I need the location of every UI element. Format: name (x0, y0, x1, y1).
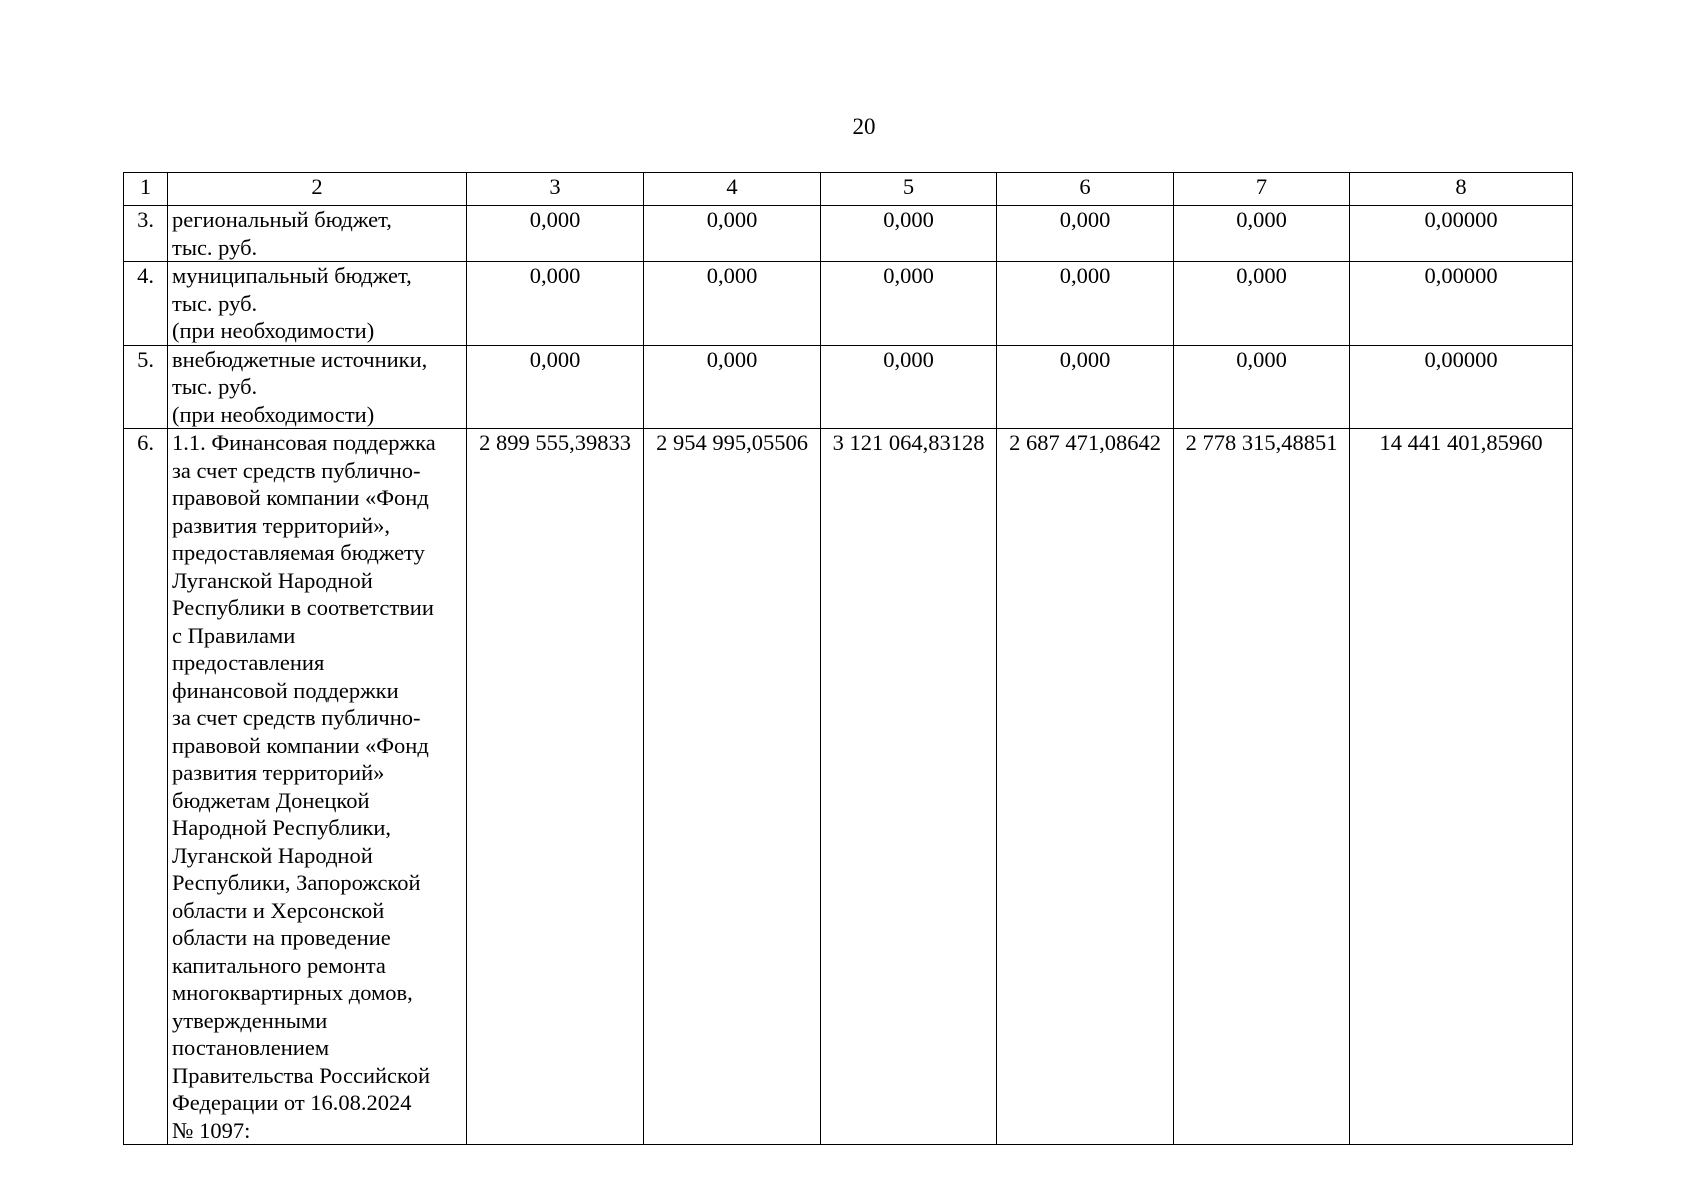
description-line: Федерации от 16.08.2024 (172, 1090, 412, 1115)
table-body (124, 173, 1573, 1145)
value-cell: 0,000 (467, 345, 644, 429)
value-cell: 3 121 064,83128 (821, 429, 997, 1145)
value-cell: 0,00000 (1350, 206, 1573, 262)
header-cell: 8 (1350, 173, 1573, 206)
value-cell: 14 441 401,85960 (1350, 429, 1573, 1145)
row-number-cell: 6. (124, 429, 168, 1145)
description-line: (при необходимости) (172, 401, 375, 427)
header-cell: 1 (124, 173, 168, 206)
row-description-cell (168, 345, 467, 429)
value-cell: 2 687 471,08642 (997, 429, 1174, 1145)
description-line: развития территорий» (172, 760, 385, 785)
description-line: тыс. руб. (172, 290, 258, 316)
value-cell: 0,000 (644, 262, 821, 346)
header-cell: 7 (1174, 173, 1350, 206)
description-line: Республики, Запорожской (172, 870, 421, 895)
description-line: области и Херсонской (172, 897, 385, 923)
value-cell: 0,000 (1174, 206, 1350, 262)
description-line: области на проведение (172, 925, 391, 950)
description-line: Правительства Российской (172, 1062, 431, 1088)
value-cell: 2 954 995,05506 (644, 429, 821, 1145)
value-cell: 2 899 555,39833 (467, 429, 644, 1145)
description-line: с Правилами (172, 622, 296, 648)
value-cell: 0,000 (997, 345, 1174, 429)
description-line: муниципальный бюджет, (172, 263, 412, 288)
description-line: Луганской Народной (172, 842, 373, 868)
value-cell: 0,000 (1174, 345, 1350, 429)
description-line: многоквартирных домов, (172, 980, 413, 1005)
row-number-cell: 3. (124, 206, 168, 262)
value-cell: 0,000 (821, 262, 997, 346)
description-line: финансовой поддержки (172, 677, 399, 703)
description-line: за счет средств публично- (172, 705, 421, 730)
budget-table (123, 172, 1573, 1145)
description-line: № 1097: (172, 1117, 251, 1143)
value-cell: 0,000 (997, 206, 1174, 262)
description-line: 1.1. Финансовая поддержка (172, 430, 436, 455)
row-description-cell (168, 206, 467, 262)
description-line: региональный бюджет, (172, 207, 392, 232)
table-row (124, 262, 1573, 346)
description-line: тыс. руб. (172, 234, 258, 260)
description-line: (при необходимости) (172, 318, 375, 343)
description-line: постановлением (172, 1035, 330, 1060)
description-line: предоставляемая бюджету (172, 540, 425, 565)
description-line: утвержденными (172, 1007, 328, 1033)
value-cell: 0,000 (1174, 262, 1350, 346)
value-cell: 0,000 (467, 206, 644, 262)
description-line: капитального ремонта (172, 952, 386, 978)
value-cell: 0,000 (821, 206, 997, 262)
value-cell: 0,000 (821, 345, 997, 429)
header-cell: 6 (997, 173, 1174, 206)
description-line: предоставления (172, 650, 325, 675)
row-number-cell: 4. (124, 262, 168, 346)
value-cell: 2 778 315,48851 (1174, 429, 1350, 1145)
value-cell: 0,00000 (1350, 262, 1573, 346)
table-header-row (124, 173, 1573, 206)
header-cell: 4 (644, 173, 821, 206)
value-cell: 0,000 (467, 262, 644, 346)
value-cell: 0,000 (644, 206, 821, 262)
description-line: правовой компании «Фонд (172, 732, 429, 758)
description-line: тыс. руб. (172, 374, 258, 399)
description-line: за счет средств публично- (172, 457, 421, 483)
row-description-cell (168, 262, 467, 346)
header-cell: 2 (168, 173, 467, 206)
table-row (124, 429, 1573, 1145)
value-cell: 0,000 (997, 262, 1174, 346)
value-cell: 0,000 (644, 345, 821, 429)
table-row (124, 345, 1573, 429)
table-row (124, 206, 1573, 262)
row-description-cell (168, 429, 467, 1145)
description-line: бюджетам Донецкой (172, 787, 370, 813)
description-line: Луганской Народной (172, 567, 373, 593)
value-cell: 0,00000 (1350, 345, 1573, 429)
description-line: правовой компании «Фонд (172, 485, 429, 510)
header-cell: 5 (821, 173, 997, 206)
description-line: развития территорий», (172, 512, 390, 538)
row-number-cell: 5. (124, 345, 168, 429)
header-cell: 3 (467, 173, 644, 206)
description-line: Народной Республики, (172, 815, 391, 840)
page-number: 20 (852, 114, 876, 139)
description-line: Республики в соответствии (172, 595, 434, 620)
description-line: внебюджетные источники, (172, 346, 428, 372)
